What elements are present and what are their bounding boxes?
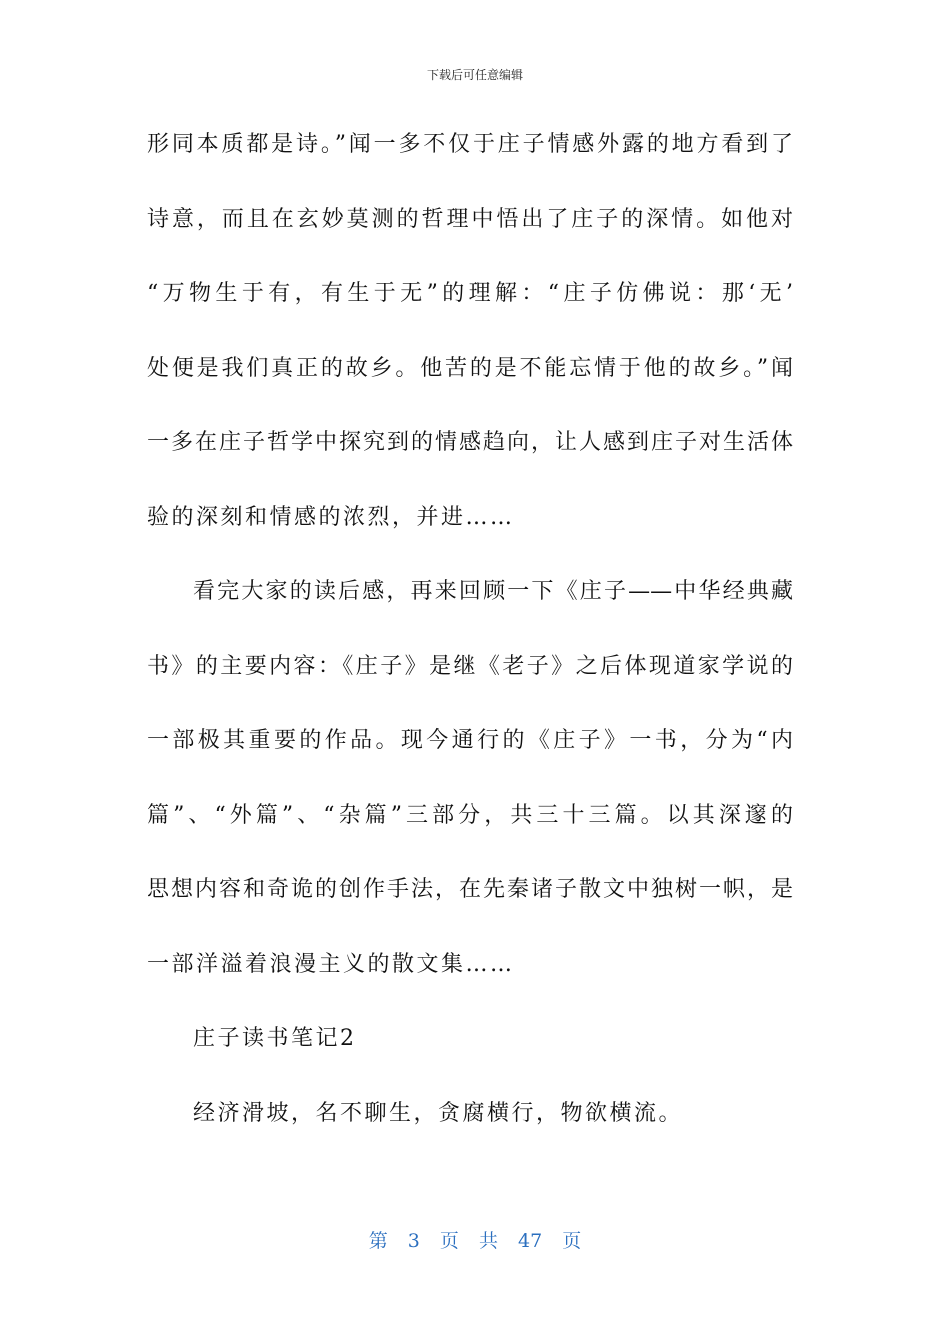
footer-suffix: 页 — [562, 1230, 582, 1252]
current-page-number: 3 — [407, 1230, 420, 1252]
total-page-number: 47 — [518, 1230, 543, 1252]
text-line: 思想内容和奇诡的创作手法，在先秦诸子散文中独树一帜，是 — [147, 877, 793, 902]
text-line: 篇”、“外篇”、“杂篇”三部分，共三十三篇。以其深邃的 — [147, 802, 793, 828]
page-footer — [0, 1226, 950, 1253]
document-body — [147, 118, 793, 1161]
text-line: “万物生于有，有生于无”的理解：“庄子仿佛说：那‘无’ — [147, 281, 793, 306]
section-heading: 庄子读书笔记2 — [193, 1026, 357, 1051]
text-line: 一部洋溢着浪漫主义的散文集…… — [147, 951, 515, 977]
footer-page-word: 页 — [439, 1230, 459, 1252]
text-line: 经济滑坡，名不聊生，贪腐横行，物欲横流。 — [193, 1100, 684, 1126]
text-line: 验的深刻和情感的浓烈，并进…… — [147, 504, 515, 530]
text-line: 一多在庄子哲学中探究到的情感趋向，让人感到庄子对生活体 — [147, 430, 793, 455]
text-line: 一部极其重要的作品。现今通行的《庄子》一书，分为“内 — [147, 728, 793, 753]
text-line: 形同本质都是诗。”闻一多不仅于庄子情感外露的地方看到了 — [147, 132, 793, 157]
text-line: 处便是我们真正的故乡。他苦的是不能忘情于他的故乡。”闻 — [147, 355, 793, 381]
footer-prefix: 第 — [368, 1230, 388, 1252]
text-line: 看完大家的读后感，再来回顾一下《庄子——中华经典藏 — [193, 579, 793, 604]
text-line: 诗意，而且在玄妙莫测的哲理中悟出了庄子的深情。如他对 — [147, 206, 793, 232]
header-note: 下载后可任意编辑 — [426, 68, 523, 82]
text-line: 书》的主要内容：《庄子》是继《老子》之后体现道家学说的 — [147, 653, 793, 679]
footer-total-word: 共 — [478, 1230, 498, 1252]
